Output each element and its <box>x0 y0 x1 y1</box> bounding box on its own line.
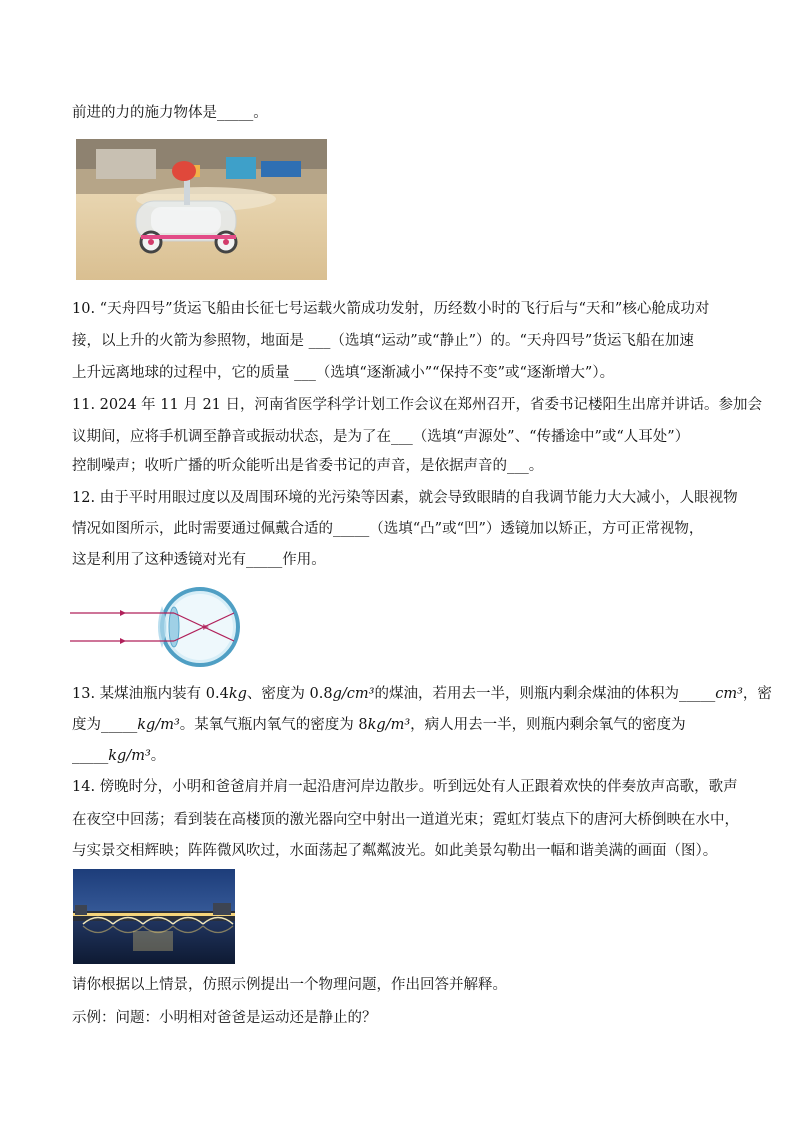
q10-line-3: 上升远离地球的过程中，它的质量 ___（选填“逐渐减小”“保持不变”或“逐渐增大”）。 <box>72 365 615 381</box>
bridge-night-photo <box>73 869 235 964</box>
q13-line-3: _____kg/m³。 <box>72 748 166 764</box>
q14-line-1: 14. 傍晚时分，小明和爸爸肩并肩一起沿唐河岸边散步。听到远处有人正跟着欢快的伴奏放声高歌，歌声 <box>72 779 738 795</box>
eye-diagram <box>70 586 245 668</box>
q9-tail-text: 前进的力的施力物体是_____。 <box>72 105 268 121</box>
toy-car-photo <box>76 139 327 280</box>
q12-line-1: 12. 由于平时用眼过度以及周围环境的光污染等因素，就会导致眼睛的自我调节能力大大减小，人眼视物 <box>72 490 738 506</box>
q14-line-4: 请你根据以上情景，仿照示例提出一个物理问题，作出回答并解释。 <box>72 977 507 993</box>
q13-line-1: 13. 某煤油瓶内装有 0.4kg、密度为 0.8g/cm³的煤油，若用去一半，则瓶内剩余煤油的体积为_____cm³，密 <box>72 686 772 702</box>
q10-line-2: 接，以上升的火箭为参照物，地面是 ___（选填“运动”或“静止”）的。“天舟四号”货运飞船在加速 <box>72 333 694 349</box>
q10-line-1: 10. “天舟四号”货运飞船由长征七号运载火箭成功发射，历经数小时的飞行后与“天和”核心舱成功对 <box>72 301 710 317</box>
q11-line-2: 议期间，应将手机调至静音或振动状态，是为了在___（选填“声源处”、“传播途中”或“人耳处”） <box>72 429 690 445</box>
q12-line-2: 情况如图所示，此时需要通过佩戴合适的_____（选填“凸”或“凹”）透镜加以矫正，方可正常视物， <box>72 521 704 537</box>
q11-line-1: 11. 2024 年 11 月 21 日，河南省医学科学计划工作会议在郑州召开，省委书记楼阳生出席并讲话。参加会 <box>72 397 763 413</box>
q14-line-3: 与实景交相辉映；阵阵微风吹过，水面荡起了粼粼波光。如此美景勾勒出一幅和谐美满的画面（图）。 <box>72 843 718 859</box>
q14-example-question: 示例：问题：小明相对爸爸是运动还是静止的？ <box>72 1010 377 1026</box>
q12-line-3: 这是利用了这种透镜对光有_____作用。 <box>72 552 326 568</box>
q13-line-2: 度为_____kg/m³。某氧气瓶内氧气的密度为 8kg/m³，病人用去一半，则瓶内剩余氧气的密度为 <box>72 717 686 733</box>
q14-line-2: 在夜空中回荡；看到装在高楼顶的激光器向空中射出一道道光束；霓虹灯装点下的唐河大桥倒映在水中， <box>72 812 739 828</box>
q11-line-3: 控制噪声；收听广播的听众能听出是省委书记的声音，是依据声音的___。 <box>72 458 544 474</box>
